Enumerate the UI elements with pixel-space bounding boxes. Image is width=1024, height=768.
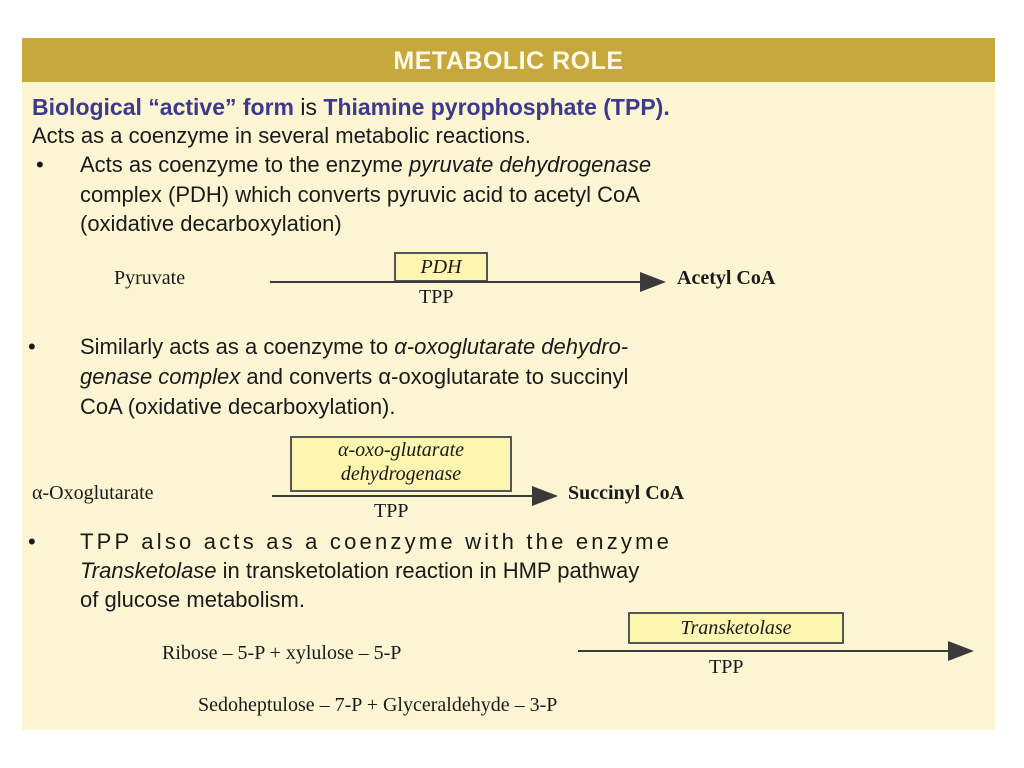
reaction-3-arrow-head <box>948 641 974 661</box>
reaction-3-enzyme-box: Transketolase <box>628 612 844 644</box>
reaction-1-product: Acetyl CoA <box>677 267 776 289</box>
reaction-3-arrow <box>578 650 950 652</box>
bullet-2-line-1 <box>80 334 628 360</box>
bullet-1-symbol: • <box>36 152 44 177</box>
reaction-2-enzyme-line-1: α-oxo-glutarate <box>337 439 465 461</box>
reaction-1-cofactor: TPP <box>419 286 454 308</box>
reaction-2-product: Succinyl CoA <box>568 482 685 504</box>
reaction-1-arrow <box>270 281 642 283</box>
active-form-label: Biological “active” form <box>32 94 295 120</box>
bullet-2-enzyme-cont: genase complex <box>80 364 241 389</box>
bullet-3-line-2 <box>80 558 639 584</box>
bullet-2-line-2 <box>80 364 628 390</box>
reaction-2-arrow <box>272 495 534 497</box>
bullet-3-symbol: • <box>28 529 36 554</box>
bullet-1-line-1 <box>80 152 651 178</box>
page-title: METABOLIC ROLE <box>393 47 624 75</box>
bullet-1-text-a: Acts as coenzyme to the enzyme <box>80 152 409 177</box>
bullet-3-line-1: TPP also acts as a coenzyme with the enzyme <box>80 529 673 554</box>
intro-line-2: Acts as a coenzyme in several metabolic reactions. <box>32 123 531 148</box>
intro-line-1 <box>32 94 670 121</box>
bullet-2-symbol: • <box>28 334 36 359</box>
reaction-3-substrate: Ribose – 5-P + xylulose – 5-P <box>162 642 402 664</box>
bullet-3-text-b: in transketolation reaction in HMP pathway <box>216 558 640 583</box>
bullet-2-text-b: and converts α-oxoglutarate to succinyl <box>240 364 629 389</box>
bullet-1-line-3: (oxidative decarboxylation) <box>80 211 342 236</box>
bullet-1-line-2: complex (PDH) which converts pyruvic acid to acetyl CoA <box>80 182 640 207</box>
reaction-1-substrate: Pyruvate <box>114 267 186 289</box>
slide-page <box>22 38 995 730</box>
header-bar <box>22 38 995 82</box>
reaction-2-enzyme-box <box>290 436 512 492</box>
bullet-1-enzyme: pyruvate dehydrogenase <box>408 152 652 177</box>
bullet-2-text-a: Similarly acts as a coenzyme to <box>80 334 395 359</box>
bullet-2-line-3: CoA (oxidative decarboxylation). <box>80 394 396 419</box>
reaction-2-arrow-head <box>532 486 558 506</box>
reaction-2-cofactor: TPP <box>374 500 409 522</box>
reaction-2-enzyme-line-2: dehydrogenase <box>340 463 462 485</box>
reaction-3-product: Sedoheptulose – 7-P + Glyceraldehyde – 3-P <box>198 694 558 716</box>
bullet-2-enzyme: α-oxoglutarate dehydro- <box>394 334 629 359</box>
reaction-1-enzyme-box: PDH <box>394 252 488 282</box>
bullet-3-line-3: of glucose metabolism. <box>80 587 305 612</box>
reaction-2-substrate: α-Oxoglutarate <box>32 482 154 504</box>
reaction-1-arrow-head <box>640 272 666 292</box>
intro-connector: is <box>294 94 324 120</box>
reaction-3-cofactor: TPP <box>709 656 744 678</box>
tpp-name: Thiamine pyrophosphate (TPP). <box>323 94 670 120</box>
bullet-3-enzyme: Transketolase <box>80 558 217 583</box>
